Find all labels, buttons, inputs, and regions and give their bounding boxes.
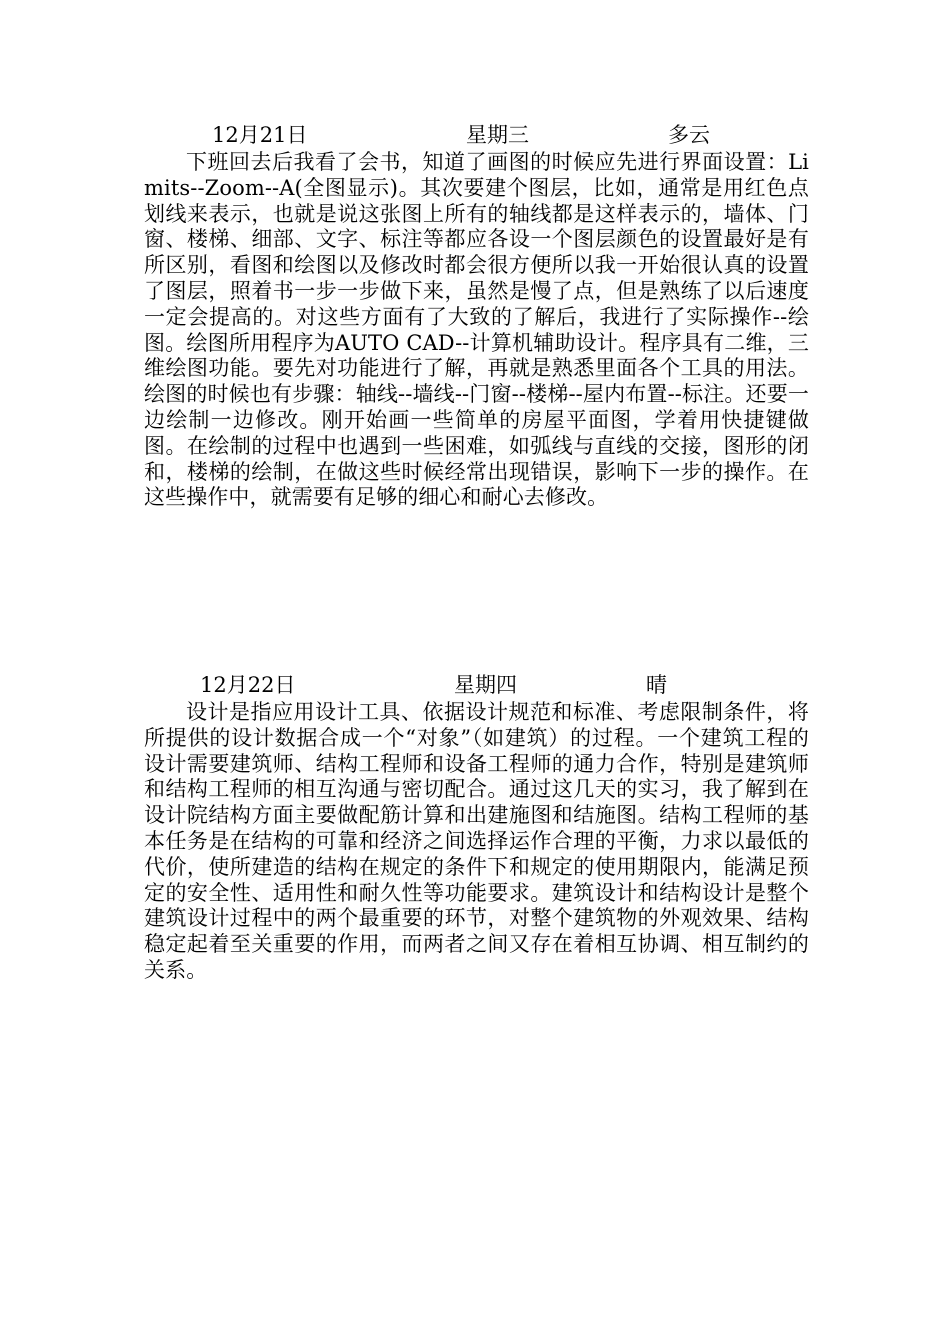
diary-entry: [144, 120, 809, 511]
entry-header: [144, 670, 809, 700]
entry-body: 下班回去后我看了会书，知道了画图的时候应先进行界面设置：Limits--Zoom--A(全图显示)。其次要建个图层，比如，通常是用红色点划线来表示，也就是说这张图上所有的轴线都是这样表示的，墙体、门窗、楼梯、细部、文字、标注等都应各设一个图层颜色的设置最好是有所区别，看图和绘图以及修改时都会很方便所以我一开始很认真的设置了图层，照着书一步一步做下来，虽然是慢了点，但是熟练了以后速度一定会提高的。对这些方面有了大致的了解后，我进行了实际操作--绘图。绘图所用程序为AUTO CAD--计算机辅助设计。程序具有二维，三维绘图功能。要先对功能进行了解，再就是熟悉里面各个工具的用法。绘图的时候也有步骤：轴线--墙线--门窗--楼梯--屋内布置--标注。还要一边绘制一边修改。刚开始画一些简单的房屋平面图，学着用快捷键做图。在绘制的过程中也遇到一些困难，如弧线与直线的交接，图形的闭和，楼梯的绘制，在做这些时候经常出现错误，影响下一步的操作。在这些操作中，就需要有足够的细心和耐心去修改。: [144, 150, 809, 510]
entry-weather: 多云: [668, 123, 710, 147]
entry-weekday: 星期四: [454, 673, 517, 697]
diary-entry: [144, 670, 809, 984]
entry-header: [144, 120, 809, 150]
entry-weather: 晴: [646, 673, 667, 697]
entry-date: 12月22日: [200, 673, 296, 697]
entry-weekday: 星期三: [466, 123, 529, 147]
entry-date: 12月21日: [212, 123, 308, 147]
entry-body: 设计是指应用设计工具、依据设计规范和标准、考虑限制条件，将所提供的设计数据合成一个“对象”（如建筑）的过程。一个建筑工程的设计需要建筑师、结构工程师和设备工程师的通力合作，特别是建筑师和结构工程师的相互沟通与密切配合。通过这几天的实习，我了解到在设计院结构方面主要做配筋计算和出建施图和结施图。结构工程师的基本任务是在结构的可靠和经济之间选择运作合理的平衡，力求以最低的代价，使所建造的结构在规定的条件下和规定的使用期限内，能满足预定的安全性、适用性和耐久性等功能要求。建筑设计和结构设计是整个建筑设计过程中的两个最重要的环节，对整个建筑物的外观效果、结构稳定起着至关重要的作用，而两者之间又存在着相互协调、相互制约的关系。: [144, 700, 809, 982]
